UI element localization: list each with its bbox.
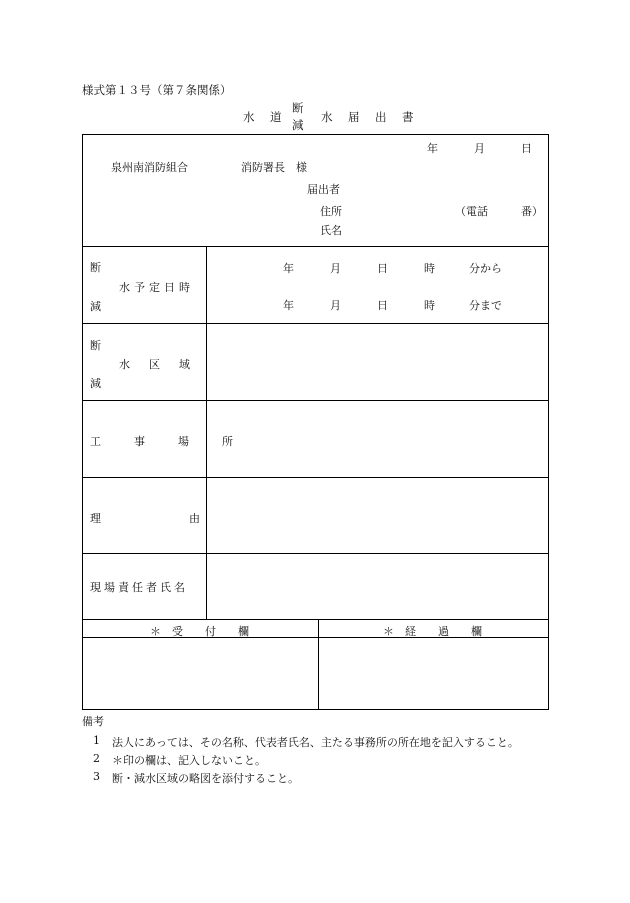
title-stack-bottom: 減: [292, 118, 304, 132]
schedule-label-top: 断: [90, 261, 101, 274]
form-number: 様式第１３号（第７条関係）: [82, 83, 232, 97]
note-1-text: 法人にあっては、その名称、代表者氏名、主たる事務所の所在地を記入すること。: [112, 736, 519, 749]
header-month: 月: [474, 142, 485, 155]
header-day: 日: [521, 142, 532, 155]
start-hour: 時: [424, 262, 435, 275]
start-year: 年: [283, 262, 294, 275]
note-2-number: 2: [93, 752, 100, 765]
reception-label: ＊ 受 付 欄: [150, 625, 249, 638]
end-hour: 時: [424, 299, 435, 312]
header-year: 年: [427, 142, 438, 155]
area-label-bottom: 減: [90, 377, 101, 390]
address-label: 住所: [320, 205, 342, 218]
start-month: 月: [330, 262, 341, 275]
note-3-number: 3: [93, 770, 100, 783]
note-2-text: ＊印の欄は、記入しないこと。: [112, 754, 266, 767]
reason-left: 理: [90, 512, 101, 525]
phone-close: 番）: [521, 205, 543, 218]
note-1-number: 1: [93, 734, 100, 747]
notes-heading: 備考: [82, 715, 104, 728]
schedule-label-bottom: 減: [90, 300, 101, 313]
area-label-top: 断: [90, 339, 101, 352]
schedule-label-middle: 水予定日時: [119, 281, 194, 294]
applicant-label: 届出者: [307, 183, 340, 196]
supervisor-label: 現場責任者氏名: [90, 581, 188, 594]
start-day: 日: [377, 262, 388, 275]
site-label: 工 事 場 所: [90, 435, 244, 448]
reason-right: 由: [189, 512, 200, 525]
addressee: 泉州南消防組合: [111, 161, 188, 174]
area-label-middle: 水 区 域: [119, 358, 194, 371]
end-until: 分まで: [469, 299, 502, 312]
fire-chief: 消防署長 様: [241, 161, 307, 174]
end-year: 年: [283, 299, 294, 312]
start-from: 分から: [469, 262, 502, 275]
title-left: 水 道: [243, 110, 284, 124]
title-stack-top: 断: [292, 101, 304, 115]
note-3-text: 断・減水区域の略図を添付すること。: [112, 772, 299, 785]
name-label: 氏名: [320, 224, 342, 237]
title-right: 水 届 出 書: [321, 110, 416, 124]
progress-label: ＊ 経 過 欄: [383, 625, 482, 638]
end-month: 月: [330, 299, 341, 312]
phone-open: （電話: [455, 205, 488, 218]
end-day: 日: [377, 299, 388, 312]
